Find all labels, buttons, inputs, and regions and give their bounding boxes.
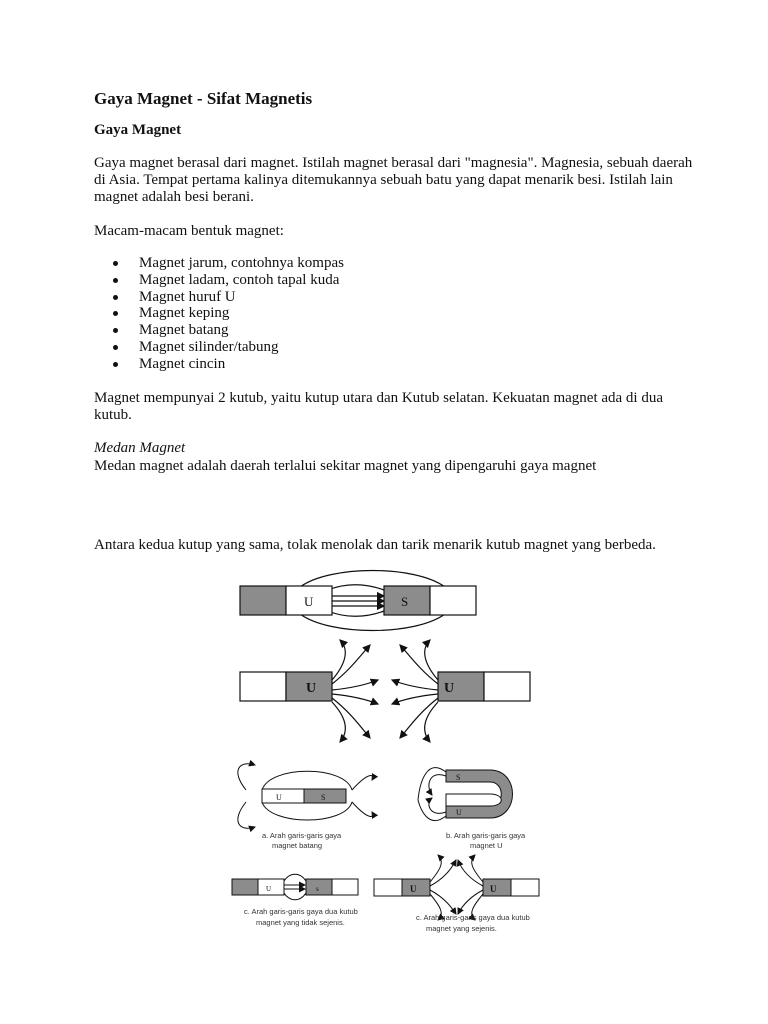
magnet-pole-block: [262, 789, 304, 803]
magnet-pole-block: [430, 586, 476, 615]
magnet-pole-block: [484, 672, 530, 701]
caption-a-line2: magnet batang: [272, 841, 323, 850]
list-item: Magnet keping: [113, 305, 344, 322]
list-item: Magnet huruf U: [113, 289, 344, 306]
unlike-poles-diagram: [232, 874, 358, 900]
poles-paragraph: Magnet mempunyai 2 kutub, yaitu kutup utara dan Kutub selatan. Kekuatan magnet ada di dua kutub.: [94, 390, 664, 423]
list-item: Magnet jarum, contohnya kompas: [113, 255, 344, 272]
caption-d-line2: magnet yang sejenis.: [426, 924, 497, 933]
list-item: Magnet cincin: [113, 356, 344, 373]
pole-label-u: U: [410, 884, 417, 894]
document-title: Gaya Magnet - Sifat Magnetis: [94, 89, 313, 108]
list-item: Magnet ladam, contoh tapal kuda: [113, 272, 344, 289]
list-intro: Macam-macam bentuk magnet:: [94, 223, 284, 239]
magnet-pole-block: [240, 672, 286, 701]
pole-label-u: U: [306, 681, 317, 696]
caption-b-line2: magnet U: [470, 841, 503, 850]
caption-a-line1: a. Arah garis-garis gaya: [262, 831, 342, 840]
caption-d-line1: c. Arah garis-garis gaya dua kutub: [416, 913, 530, 922]
pole-label-u: U: [490, 884, 497, 894]
caption-c-line2: magnet yang tidak sejenis.: [256, 918, 345, 927]
magnet-pole-block: [306, 879, 332, 895]
pole-label-s: s: [316, 885, 319, 893]
pole-label-u: U: [444, 681, 455, 696]
repulsion-diagram: [240, 640, 530, 742]
pole-label-s: S: [321, 793, 326, 802]
magnet-pole-block: [374, 879, 402, 896]
list-item: Magnet silinder/tabung: [113, 339, 344, 356]
pole-label-u: U: [304, 594, 314, 609]
pole-label-s: S: [401, 594, 409, 609]
u-magnet-diagram: [418, 768, 513, 821]
medan-heading: Medan Magnet: [94, 440, 186, 456]
list-item: Magnet batang: [113, 322, 344, 339]
bar-magnet-diagram: [238, 764, 373, 829]
caption-b-line1: b. Arah garis-garis gaya: [446, 831, 526, 840]
attraction-paragraph: Antara kedua kutup yang sama, tolak menolak dan tarik menarik kutub magnet yang berbeda.: [94, 537, 656, 553]
pole-label-s: S: [456, 773, 461, 782]
intro-paragraph: Gaya magnet berasal dari magnet. Istilah magnet berasal dari "magnesia". Magnesia, sebuah daerah di Asia. Tempat pertama kalinya ditemukannya sebuah batu yang dapat menarik besi. Istilah lain magnet adalah besi berani.: [94, 155, 693, 205]
magnet-pole-block: [240, 586, 286, 615]
magnet-pole-block: [332, 879, 358, 895]
magnet-pole-block: [483, 879, 511, 896]
medan-paragraph: Medan magnet adalah daerah terlalui sekitar magnet yang dipengaruhi gaya magnet: [94, 458, 597, 474]
pole-label-u: U: [276, 793, 282, 802]
like-poles-diagram: [374, 855, 539, 920]
magnet-pole-block: [232, 879, 258, 895]
caption-c-line1: c. Arah garis-garis gaya dua kutub: [244, 907, 358, 916]
magnet-pole-block: [511, 879, 539, 896]
pole-label-u: U: [456, 808, 462, 817]
section-heading: Gaya Magnet: [94, 122, 182, 138]
attraction-diagram: [240, 571, 476, 631]
pole-label-u: U: [266, 885, 272, 893]
